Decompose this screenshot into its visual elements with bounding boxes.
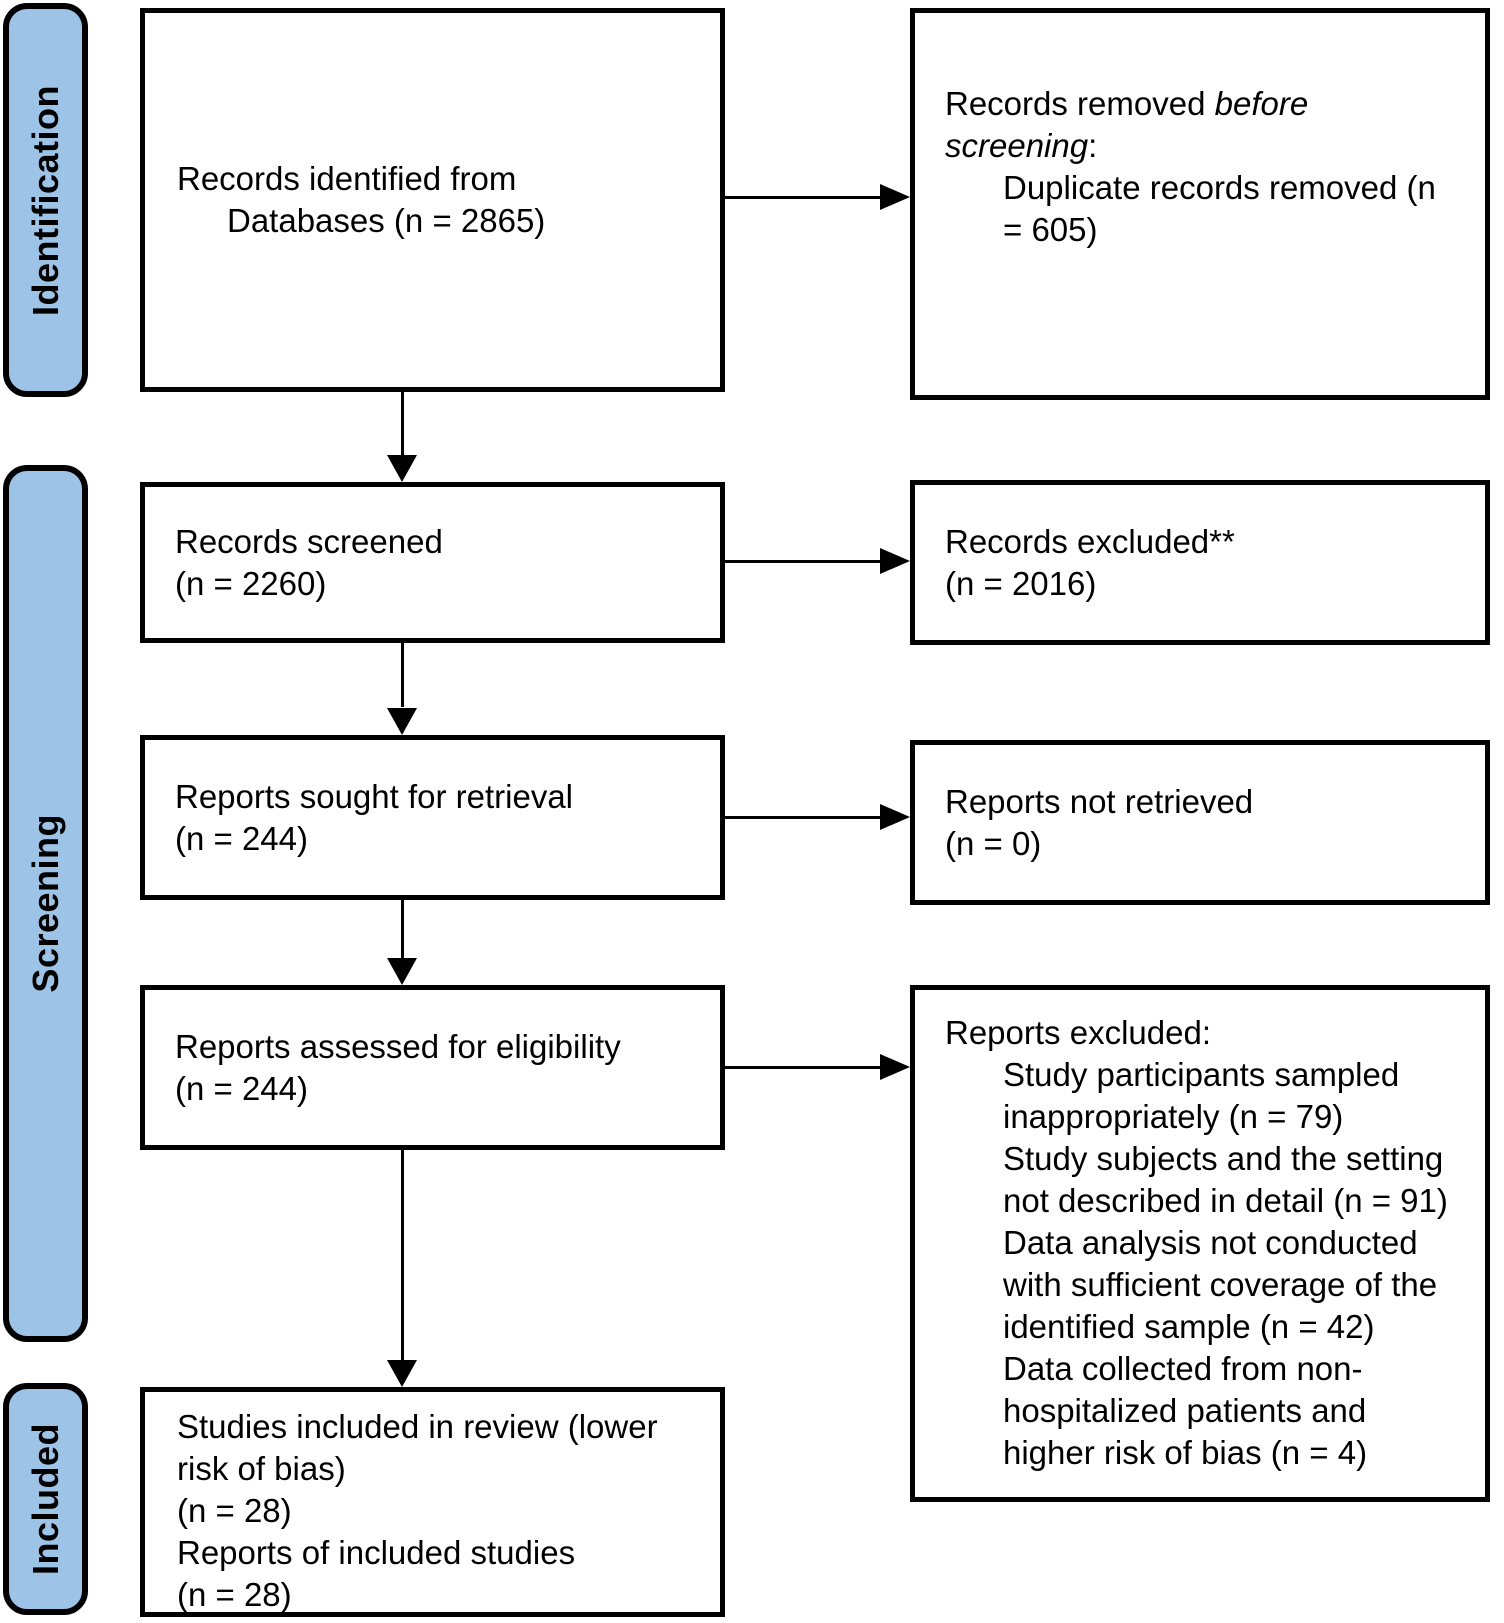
reports-not-retrieved-line1: Reports not retrieved <box>945 782 1254 820</box>
arrow-assessed-to-included-head <box>387 1360 417 1387</box>
arrow-screened-to-excluded-head <box>880 548 910 574</box>
studies-included-line3: Reports of included studies <box>177 1534 576 1571</box>
stage-bar-identification <box>3 3 88 397</box>
arrow-identified-to-screened-line <box>401 392 404 456</box>
records-identified-line2: Databases (n = 2865) <box>227 202 546 239</box>
duplicate-records-item: Duplicate records removed (n = 605) <box>1003 169 1436 248</box>
box-reports-assessed <box>140 985 725 1150</box>
arrow-screened-to-sought-line <box>401 643 404 707</box>
records-screened-line1: Records screened <box>175 522 443 560</box>
box-records-identified <box>140 8 725 392</box>
box-reports-excluded-reasons <box>910 985 1490 1502</box>
box-records-excluded <box>910 480 1490 645</box>
arrow-sought-to-notretrieved-line <box>725 816 880 819</box>
arrow-assessed-to-excludedreasons-head <box>880 1054 910 1080</box>
records-removed-heading-pre: Records removed <box>945 85 1215 122</box>
reports-excluded-item-1: Study participants sampled inappropriately (n = 79) <box>1003 1056 1400 1135</box>
box-reports-sought <box>140 735 725 900</box>
records-excluded-line2: (n = 2016) <box>945 564 1097 602</box>
reports-excluded-item-3: Data analysis not conducted with sufficient coverage of the identified sample (n = 42) <box>1003 1224 1438 1345</box>
arrow-assessed-to-included-line <box>401 1150 404 1361</box>
reports-not-retrieved-line2: (n = 0) <box>945 824 1042 862</box>
reports-excluded-item-2: Study subjects and the setting not described in detail (n = 91) <box>1003 1140 1448 1219</box>
stage-label-identification: Identification <box>24 84 66 316</box>
records-excluded-line1: Records excluded** <box>945 522 1235 560</box>
arrow-identified-to-removed-line <box>725 196 880 199</box>
records-removed-heading-post: : <box>1088 127 1098 164</box>
stage-label-screening: Screening <box>24 814 66 993</box>
box-records-screened <box>140 482 725 643</box>
reports-excluded-item-4: Data collected from non-hospitalized patients and higher risk of bias (n = 4) <box>1003 1350 1368 1471</box>
studies-included-line1: Studies included in review (lower risk of bias) <box>177 1408 658 1487</box>
records-screened-line2: (n = 2260) <box>175 564 327 602</box>
box-studies-included <box>140 1387 725 1617</box>
arrow-screened-to-excluded-line <box>725 560 880 563</box>
arrow-assessed-to-excludedreasons-line <box>725 1066 880 1069</box>
records-removed-heading-italic: before screening <box>945 85 1309 164</box>
stage-bar-included <box>3 1383 88 1615</box>
studies-included-line2: (n = 28) <box>177 1492 292 1529</box>
arrow-sought-to-assessed-head <box>387 958 417 985</box>
reports-sought-line1: Reports sought for retrieval <box>175 777 574 815</box>
studies-included-line4: (n = 28) <box>177 1576 292 1613</box>
arrow-identified-to-screened-head <box>387 455 417 482</box>
records-removed-heading <box>945 83 1445 167</box>
arrow-sought-to-assessed-line <box>401 900 404 959</box>
reports-excluded-heading: Reports excluded: <box>945 1014 1211 1051</box>
records-identified-line1: Records identified from <box>177 160 517 197</box>
reports-sought-line2: (n = 244) <box>175 819 308 857</box>
box-records-removed-before-screening <box>910 8 1490 400</box>
stage-label-included: Included <box>24 1422 66 1575</box>
arrow-sought-to-notretrieved-head <box>880 804 910 830</box>
reports-assessed-line1: Reports assessed for eligibility <box>175 1027 621 1065</box>
stage-bar-screening <box>3 465 88 1342</box>
arrow-identified-to-removed-head <box>880 184 910 210</box>
box-reports-not-retrieved <box>910 740 1490 905</box>
reports-assessed-line2: (n = 244) <box>175 1069 308 1107</box>
arrow-screened-to-sought-head <box>387 708 417 735</box>
